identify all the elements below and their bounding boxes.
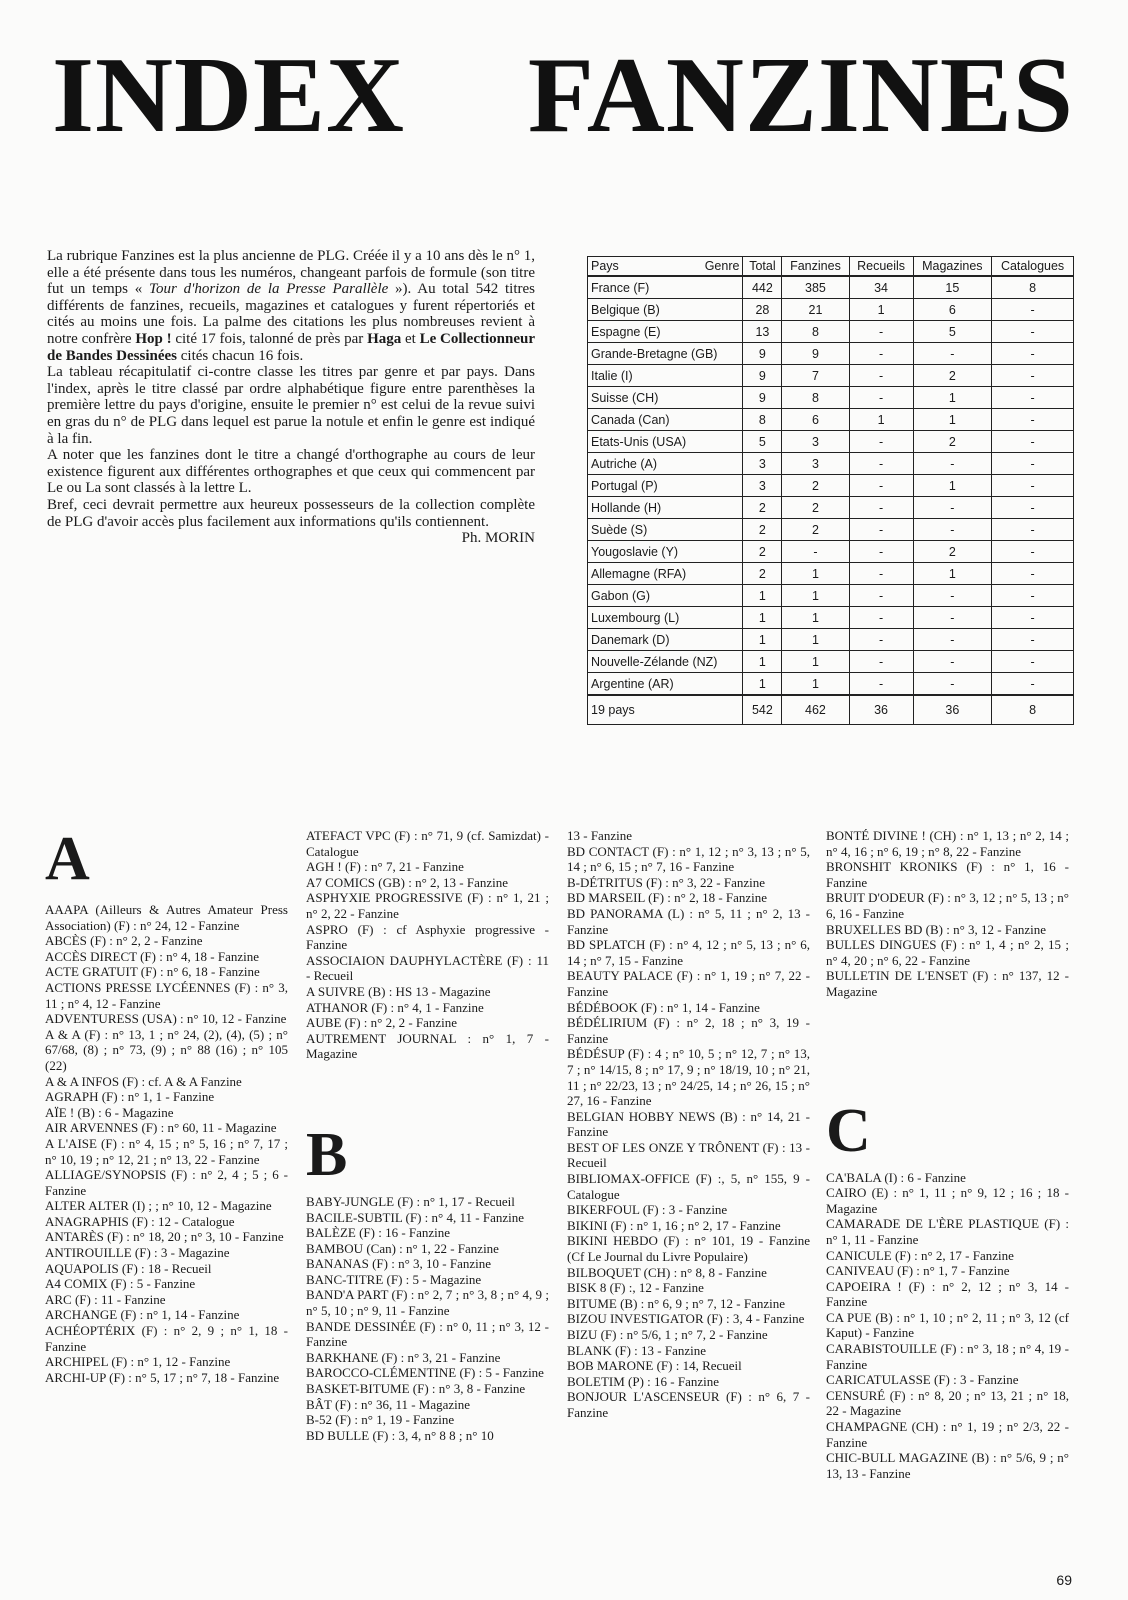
count-cell: 1 xyxy=(782,673,849,696)
count-cell: 34 xyxy=(849,276,913,299)
count-cell: 21 xyxy=(782,299,849,321)
index-entry: BANC-TITRE (F) : 5 - Magazine xyxy=(306,1271,482,1287)
count-cell: 1 xyxy=(913,387,992,409)
index-entry: BIKINI (F) : n° 1, 16 ; n° 2, 17 - Fanzine xyxy=(567,1217,781,1233)
count-cell: 385 xyxy=(782,276,849,299)
count-cell: 5 xyxy=(913,321,992,343)
index-entry: CAIRO (E) : n° 1, 11 ; n° 9, 12 ; 16 ; 18 - Magazine xyxy=(826,1185,1069,1216)
count-cell: 8 xyxy=(992,695,1074,725)
index-entry: A7 COMICS (GB) : n° 2, 13 - Fanzine xyxy=(306,874,508,890)
country-cell: Yougoslavie (Y) xyxy=(588,541,743,563)
country-cell: Danemark (D) xyxy=(588,629,743,651)
table-row xyxy=(588,409,1074,431)
section-letter: B xyxy=(306,1120,348,1189)
index-entry: BONJOUR L'ASCENSEUR (F) : n° 6, 7 - Fanzine xyxy=(567,1389,810,1420)
index-entry: BIZOU INVESTIGATOR (F) : 3, 4 - Fanzine xyxy=(567,1311,805,1327)
index-entry: BELGIAN HOBBY NEWS (B) : n° 14, 21 - Fanzine xyxy=(567,1108,810,1140)
count-cell: - xyxy=(992,585,1074,607)
table-row xyxy=(588,607,1074,629)
index-entry: AAAPA (Ailleurs & Autres Amateur Press Association) (F) : n° 24, 12 - Fanzine xyxy=(45,902,288,933)
country-cell: Argentine (AR) xyxy=(588,673,743,696)
count-cell: 442 xyxy=(743,276,782,299)
index-column-4 xyxy=(826,828,1069,1481)
count-cell: - xyxy=(913,629,992,651)
country-cell: Suède (S) xyxy=(588,519,743,541)
count-cell: - xyxy=(913,497,992,519)
index-entry: ATHANOR (F) : n° 4, 1 - Fanzine xyxy=(306,999,484,1015)
index-entry: BIKINI HEBDO (F) : n° 101, 19 - Fanzine (Cf Le Journal du Livre Populaire) xyxy=(567,1233,810,1265)
index-entry: BILBOQUET (CH) : n° 8, 8 - Fanzine xyxy=(567,1264,767,1280)
count-cell: 36 xyxy=(849,695,913,725)
index-entry: ALLIAGE/SYNOPSIS (F) : n° 2, 4 ; 5 ; 6 - Fanzine xyxy=(45,1167,288,1198)
index-entry: CAPOEIRA ! (F) : n° 2, 12 ; n° 3, 14 - Fanzine xyxy=(826,1278,1069,1310)
index-entry: ATEFACT VPC (F) : n° 71, 9 (cf. Samizdat) - Catalogue xyxy=(306,828,549,859)
count-cell: 8 xyxy=(782,321,849,343)
count-cell: - xyxy=(913,607,992,629)
count-cell: - xyxy=(782,541,849,563)
header-total: Total xyxy=(743,257,782,277)
count-cell: 9 xyxy=(743,387,782,409)
country-cell: Autriche (A) xyxy=(588,453,743,475)
index-entry: BÉDÉBOOK (F) : n° 1, 14 - Fanzine xyxy=(567,999,760,1015)
count-cell: 8 xyxy=(992,276,1074,299)
page-number: 69 xyxy=(1056,1572,1072,1588)
count-cell: - xyxy=(992,299,1074,321)
title-word-index: INDEX xyxy=(52,36,406,155)
index-entry: BIBLIOMAX-OFFICE (F) :, 5, n° 155, 9 - Catalogue xyxy=(567,1171,810,1202)
count-cell: - xyxy=(849,629,913,651)
count-cell: - xyxy=(849,343,913,365)
country-cell: Gabon (G) xyxy=(588,585,743,607)
index-entry: AGH ! (F) : n° 7, 21 - Fanzine xyxy=(306,859,464,875)
intro-paragraph-1: La rubrique Fanzines est la plus ancienne de PLG. Créée il y a 10 ans dès le n° 1, elle a été présente dans tous les numéros, changeant parfois de formule (son titre fut un temps « Tour d'horizon de la Presse Parallèle »). Au total 542 titres différents de fanzines, recueils, magazines et catalogues y furent répertoriés et cités au moins une fois. La palme des citations les plus nombreuses revient à notre confrère Hop ! cité 17 fois, talonné de près par Haga et Le Collectionneur de Bandes Dessinées cités chacun 16 fois. xyxy=(47,248,536,364)
count-cell: 1 xyxy=(782,563,849,585)
index-entry: AUBE (F) : n° 2, 2 - Fanzine xyxy=(306,1015,458,1031)
count-cell: 3 xyxy=(743,475,782,497)
table-row xyxy=(588,497,1074,519)
table-row xyxy=(588,343,1074,365)
index-entry: BANANAS (F) : n° 3, 10 - Fanzine xyxy=(306,1256,492,1272)
count-cell: - xyxy=(849,563,913,585)
count-cell: 1 xyxy=(913,409,992,431)
country-cell: Hollande (H) xyxy=(588,497,743,519)
table-row xyxy=(588,673,1074,696)
index-entry: CENSURÉ (F) : n° 8, 20 ; n° 13, 21 ; n° 18, 22 - Magazine xyxy=(826,1387,1069,1419)
index-entry: A & A (F) : n° 13, 1 ; n° 24, (2), (4), (5) ; n° 67/68, (8) ; n° 73, (9) ; n° 88 (16) ; n° 105 (22) xyxy=(45,1026,288,1073)
index-entry: BULLES DINGUES (F) : n° 1, 4 ; n° 2, 15 ; n° 4, 20 ; n° 6, 22 - Fanzine xyxy=(826,937,1069,968)
count-cell: - xyxy=(992,321,1074,343)
count-cell: 15 xyxy=(913,276,992,299)
index-entry: BITUME (B) : n° 6, 9 ; n° 7, 12 - Fanzine xyxy=(567,1295,786,1311)
count-cell: 1 xyxy=(849,409,913,431)
index-entry: BAND'A PART (F) : n° 2, 7 ; n° 3, 8 ; n° 4, 9 ; n° 5, 10 ; n° 9, 11 - Fanzine xyxy=(306,1287,549,1319)
index-entry: BÂT (F) : n° 36, 11 - Magazine xyxy=(306,1396,471,1412)
index-entry: ABCÈS (F) : n° 2, 2 - Fanzine xyxy=(45,933,203,949)
count-cell: - xyxy=(992,475,1074,497)
count-cell: 9 xyxy=(743,365,782,387)
index-entry: BRUXELLES BD (B) : n° 3, 12 - Fanzine xyxy=(826,921,1047,937)
index-entry: ARCHANGE (F) : n° 1, 14 - Fanzine xyxy=(45,1307,240,1323)
count-cell: - xyxy=(849,431,913,453)
index-entry: ACCÈS DIRECT (F) : n° 4, 18 - Fanzine xyxy=(45,948,260,964)
count-cell: 2 xyxy=(782,497,849,519)
count-cell: 9 xyxy=(782,343,849,365)
index-entry: BRONSHIT KRONIKS (F) : n° 1, 16 - Fanzine xyxy=(826,859,1069,890)
index-entry: BRUIT D'ODEUR (F) : n° 3, 12 ; n° 5, 13 ; n° 6, 16 - Fanzine xyxy=(826,890,1069,921)
index-entry: BABY-JUNGLE (F) : n° 1, 17 - Recueil xyxy=(306,1193,515,1209)
table-total-row xyxy=(588,695,1074,725)
index-entry: ACTE GRATUIT (F) : n° 6, 18 - Fanzine xyxy=(45,964,260,980)
index-entry: AÏE ! (B) : 6 - Magazine xyxy=(45,1104,174,1120)
count-cell: - xyxy=(913,453,992,475)
table-row xyxy=(588,651,1074,673)
count-cell: - xyxy=(992,431,1074,453)
count-cell: 2 xyxy=(913,541,992,563)
country-cell: Canada (Can) xyxy=(588,409,743,431)
count-cell: 2 xyxy=(782,475,849,497)
intro-text xyxy=(47,248,535,547)
country-cell: Etats-Unis (USA) xyxy=(588,431,743,453)
header-fanzines: Fanzines xyxy=(782,257,849,277)
index-entry: BD PANORAMA (L) : n° 5, 11 ; n° 2, 13 - Fanzine xyxy=(567,905,810,937)
count-cell: 8 xyxy=(743,409,782,431)
country-cell: Nouvelle-Zélande (NZ) xyxy=(588,651,743,673)
index-entry: CANIVEAU (F) : n° 1, 7 - Fanzine xyxy=(826,1263,1010,1279)
count-cell: - xyxy=(849,387,913,409)
count-cell: - xyxy=(913,343,992,365)
index-entry: ASPHYXIE PROGRESSIVE (F) : n° 1, 21 ; n° 2, 22 - Fanzine xyxy=(306,890,549,921)
count-cell: 1 xyxy=(743,629,782,651)
index-entry: BOLETIM (P) : 16 - Fanzine xyxy=(567,1373,720,1389)
table-row xyxy=(588,629,1074,651)
index-entry: CAMARADE DE L'ÈRE PLASTIQUE (F) : n° 1, 11 - Fanzine xyxy=(826,1216,1069,1247)
index-column-1 xyxy=(45,825,288,1385)
index-entry: BAROCCO-CLÉMENTINE (F) : 5 - Fanzine xyxy=(306,1365,544,1381)
count-cell: - xyxy=(849,651,913,673)
count-cell: 8 xyxy=(782,387,849,409)
count-cell: 9 xyxy=(743,343,782,365)
country-cell: Grande-Bretagne (GB) xyxy=(588,343,743,365)
count-cell: 2 xyxy=(743,541,782,563)
count-cell: 36 xyxy=(913,695,992,725)
index-entry: ANTIROUILLE (F) : 3 - Magazine xyxy=(45,1245,230,1261)
count-cell: 3 xyxy=(782,453,849,475)
header-pays: Pays xyxy=(591,259,619,273)
country-cell: Belgique (B) xyxy=(588,299,743,321)
table-row xyxy=(588,387,1074,409)
page-title xyxy=(52,36,1074,155)
index-entry: CA PUE (B) : n° 1, 10 ; n° 2, 11 ; n° 3, 12 (cf Kaput) - Fanzine xyxy=(826,1309,1069,1341)
count-cell: - xyxy=(992,409,1074,431)
table-row xyxy=(588,519,1074,541)
count-cell: 1 xyxy=(913,563,992,585)
index-entry: BASKET-BITUME (F) : n° 3, 8 - Fanzine xyxy=(306,1381,526,1397)
index-entry: BAMBOU (Can) : n° 1, 22 - Fanzine xyxy=(306,1240,499,1256)
index-entry: ARC (F) : 11 - Fanzine xyxy=(45,1291,166,1307)
table-row xyxy=(588,299,1074,321)
count-cell: 6 xyxy=(782,409,849,431)
index-entry: A L'AISE (F) : n° 4, 15 ; n° 5, 16 ; n° 7, 17 ; n° 10, 19 ; n° 12, 21 ; n° 13, 22 - Fanzine xyxy=(45,1135,288,1167)
country-cell: Portugal (P) xyxy=(588,475,743,497)
count-cell: - xyxy=(992,519,1074,541)
index-entry: BACILE-SUBTIL (F) : n° 4, 11 - Fanzine xyxy=(306,1209,524,1225)
count-cell: 1 xyxy=(782,585,849,607)
index-entry: CARABISTOUILLE (F) : n° 3, 18 ; n° 4, 19 - Fanzine xyxy=(826,1341,1069,1372)
header-genre: Genre xyxy=(704,259,740,273)
table-row xyxy=(588,321,1074,343)
country-cell: France (F) xyxy=(588,276,743,299)
title-word-fanzines: FANZINES xyxy=(527,36,1074,155)
count-cell: - xyxy=(849,585,913,607)
index-entry: B-52 (F) : n° 1, 19 - Fanzine xyxy=(306,1412,455,1428)
header-magazines: Magazines xyxy=(913,257,992,277)
index-entry: BLANK (F) : 13 - Fanzine xyxy=(567,1342,707,1358)
count-cell: - xyxy=(992,387,1074,409)
index-entry: ADVENTURESS (USA) : n° 10, 12 - Fanzine xyxy=(45,1011,287,1027)
count-cell: 2 xyxy=(743,519,782,541)
index-entry: BEAUTY PALACE (F) : n° 1, 19 ; n° 7, 22 - Fanzine xyxy=(567,968,810,999)
header-recueils: Recueils xyxy=(849,257,913,277)
count-cell: 2 xyxy=(913,365,992,387)
country-genre-table xyxy=(587,256,1074,725)
index-entry: ARCHI-UP (F) : n° 5, 17 ; n° 7, 18 - Fanzine xyxy=(45,1369,280,1385)
index-entry: BD BULLE (F) : 3, 4, n° 8 8 ; n° 10 xyxy=(306,1427,494,1443)
index-entry: BÉDÉSUP (F) : 4 ; n° 10, 5 ; n° 12, 7 ; n° 13, 7 ; n° 14/15, 8 ; n° 17, 9 ; n° 18/19, 10 ; n° 21, 11 ; n° 22/23, 13 ; n° 24/25, 14 ; n° 26, 15 ; n° 27, 16 - Fanzine xyxy=(567,1046,810,1109)
index-entry: AQUAPOLIS (F) : 18 - Recueil xyxy=(45,1260,212,1276)
table-row xyxy=(588,365,1074,387)
count-cell: - xyxy=(992,541,1074,563)
index-entry: AGRAPH (F) : n° 1, 1 - Fanzine xyxy=(45,1089,215,1105)
index-entry: ANAGRAPHIS (F) : 12 - Catalogue xyxy=(45,1213,235,1229)
index-entry: CHAMPAGNE (CH) : n° 1, 19 ; n° 2/3, 22 - Fanzine xyxy=(826,1419,1069,1450)
count-cell: 1 xyxy=(743,585,782,607)
count-cell: 1 xyxy=(743,607,782,629)
count-cell: 542 xyxy=(743,695,782,725)
count-cell: 2 xyxy=(913,431,992,453)
index-entry: BEST OF LES ONZE Y TRÔNENT (F) : 13 - Recueil xyxy=(567,1139,810,1171)
header-catalogues: Catalogues xyxy=(992,257,1074,277)
count-cell: 2 xyxy=(743,563,782,585)
count-cell: 2 xyxy=(782,519,849,541)
index-entry: BD CONTACT (F) : n° 1, 12 ; n° 3, 13 ; n° 5, 14 ; n° 6, 15 ; n° 7, 16 - Fanzine xyxy=(567,843,810,875)
count-cell: - xyxy=(992,607,1074,629)
count-cell: - xyxy=(849,453,913,475)
index-entry: ACHÉOPTÉRIX (F) : n° 2, 9 ; n° 1, 18 - Fanzine xyxy=(45,1323,288,1354)
table-row xyxy=(588,475,1074,497)
country-cell: Allemagne (RFA) xyxy=(588,563,743,585)
count-cell: - xyxy=(992,629,1074,651)
index-entry: CA'BALA (I) : 6 - Fanzine xyxy=(826,1169,966,1185)
country-cell: Suisse (CH) xyxy=(588,387,743,409)
section-letter: A xyxy=(45,825,90,893)
index-entry: CARICATULASSE (F) : 3 - Fanzine xyxy=(826,1372,1019,1388)
index-entry: ARCHIPEL (F) : n° 1, 12 - Fanzine xyxy=(45,1354,231,1370)
count-cell: - xyxy=(992,497,1074,519)
count-cell: - xyxy=(913,651,992,673)
count-cell: - xyxy=(992,453,1074,475)
count-cell: - xyxy=(849,519,913,541)
country-cell: Italie (I) xyxy=(588,365,743,387)
count-cell: - xyxy=(992,563,1074,585)
table-row xyxy=(588,541,1074,563)
count-cell: 13 xyxy=(743,321,782,343)
index-entry: CHIC-BULL MAGAZINE (B) : n° 5/6, 9 ; n° 13, 13 - Fanzine xyxy=(826,1450,1069,1481)
table-row xyxy=(588,431,1074,453)
count-cell: 462 xyxy=(782,695,849,725)
count-cell: - xyxy=(849,607,913,629)
pays-genre-header xyxy=(588,257,743,277)
index-entry: ASPRO (F) : cf Asphyxie progressive - Fanzine xyxy=(306,921,549,953)
signature: Ph. MORIN xyxy=(461,530,535,547)
index-entry: ACTIONS PRESSE LYCÉENNES (F) : n° 3, 11 ; n° 4, 12 - Fanzine xyxy=(45,979,288,1011)
count-cell: - xyxy=(913,673,992,696)
count-cell: 1 xyxy=(782,651,849,673)
count-cell: 7 xyxy=(782,365,849,387)
intro-paragraph-3: A noter que les fanzines dont le titre a changé d'orthographe au cours de leur existence figurent aux différentes orthographes et que ceux qui commencent par Le ou La sont classés à la lettre L. xyxy=(47,447,535,497)
count-cell: 1 xyxy=(849,299,913,321)
count-cell: - xyxy=(992,365,1074,387)
count-cell: 1 xyxy=(913,475,992,497)
index-entry: BIZU (F) : n° 5/6, 1 ; n° 7, 2 - Fanzine xyxy=(567,1327,768,1342)
index-entry: CANICULE (F) : n° 2, 17 - Fanzine xyxy=(826,1247,1014,1263)
index-entry: BIKERFOUL (F) : 3 - Fanzine xyxy=(567,1202,728,1218)
index-entry: BARKHANE (F) : n° 3, 21 - Fanzine xyxy=(306,1349,501,1365)
index-entry: BISK 8 (F) :, 12 - Fanzine xyxy=(567,1280,704,1296)
index-column-3 xyxy=(567,828,810,1421)
section-letter: C xyxy=(826,1096,871,1165)
count-cell: 1 xyxy=(782,607,849,629)
count-cell: 3 xyxy=(743,453,782,475)
table-row xyxy=(588,453,1074,475)
count-cell: 2 xyxy=(743,497,782,519)
index-column-2 xyxy=(306,828,549,1443)
intro-paragraph-2: La tableau récapitulatif ci-contre classe les titres par genre et par pays. Dans l'index, après le titre classé par ordre alphabétique figure entre parenthèses la première lettre du pays d'origine, ensuite le premier n° est celui de la revue suivi en gras du n° de PLG dans lequel est parue la notule et enfin le genre est indiqué à la fin. xyxy=(47,364,535,447)
index-entry: BALÈZE (F) : 16 - Fanzine xyxy=(306,1225,451,1241)
count-cell: - xyxy=(849,365,913,387)
count-cell: - xyxy=(849,475,913,497)
count-cell: 28 xyxy=(743,299,782,321)
index-entry: ANTARÈS (F) : n° 18, 20 ; n° 3, 10 - Fanzine xyxy=(45,1229,284,1245)
count-cell: - xyxy=(992,343,1074,365)
index-entry: BULLETIN DE L'ENSET (F) : n° 137, 12 - Magazine xyxy=(826,968,1069,999)
index-entry: ALTER ALTER (I) ; ; n° 10, 12 - Magazine xyxy=(45,1198,272,1214)
index-entry: A SUIVRE (B) : HS 13 - Magazine xyxy=(306,983,491,999)
index-entry: BÉDÉLIRIUM (F) : n° 2, 18 ; n° 3, 19 - Fanzine xyxy=(567,1015,810,1046)
count-cell: 3 xyxy=(782,431,849,453)
count-cell: 5 xyxy=(743,431,782,453)
count-cell: 6 xyxy=(913,299,992,321)
index-entry: BONTÉ DIVINE ! (CH) : n° 1, 13 ; n° 2, 14 ; n° 4, 16 ; n° 6, 19 ; n° 8, 22 - Fanzine xyxy=(826,828,1069,859)
index-entry: ASSOCIAION DAUPHYLACTÈRE (F) : 11 - Recueil xyxy=(306,952,549,984)
count-cell: - xyxy=(849,497,913,519)
count-cell: - xyxy=(849,673,913,696)
count-cell: - xyxy=(849,321,913,343)
index-entry: BD SPLATCH (F) : n° 4, 12 ; n° 5, 13 ; n° 6, 14 ; n° 7, 15 - Fanzine xyxy=(567,937,810,968)
table-row xyxy=(588,563,1074,585)
count-cell: - xyxy=(913,519,992,541)
table-row xyxy=(588,585,1074,607)
count-cell: 1 xyxy=(743,673,782,696)
index-entry: AIR ARVENNES (F) : n° 60, 11 - Magazine xyxy=(45,1120,277,1136)
index-entry: A & A INFOS (F) : cf. A & A Fanzine xyxy=(45,1073,242,1089)
count-cell: - xyxy=(992,651,1074,673)
count-cell: 1 xyxy=(782,629,849,651)
count-cell: 1 xyxy=(743,651,782,673)
country-cell: Espagne (E) xyxy=(588,321,743,343)
count-cell: - xyxy=(913,585,992,607)
count-cell: - xyxy=(992,673,1074,696)
table-header-row xyxy=(588,257,1074,277)
index-entry: BANDE DESSINÉE (F) : n° 0, 11 ; n° 3, 12 - Fanzine xyxy=(306,1318,549,1350)
index-entry: AUTREMENT JOURNAL : n° 1, 7 - Magazine xyxy=(306,1030,549,1062)
table-row xyxy=(588,276,1074,299)
index-entry: BOB MARONE (F) : 14, Recueil xyxy=(567,1358,742,1374)
intro-paragraph-4: Bref, ceci devrait permettre aux heureux possesseurs de la collection complète de PLG d'avoir accès plus facilement aux informations qu'ils contiennent. xyxy=(47,496,535,530)
index-entry: B-DÉTRITUS (F) : n° 3, 22 - Fanzine xyxy=(567,874,766,890)
index-entry: BD MARSEIL (F) : n° 2, 18 - Fanzine xyxy=(567,890,768,906)
count-cell: - xyxy=(849,541,913,563)
index-entry: 13 - Fanzine xyxy=(567,828,632,843)
country-cell: Luxembourg (L) xyxy=(588,607,743,629)
country-cell: 19 pays xyxy=(588,695,743,725)
index-entry: A4 COMIX (F) : 5 - Fanzine xyxy=(45,1276,196,1292)
